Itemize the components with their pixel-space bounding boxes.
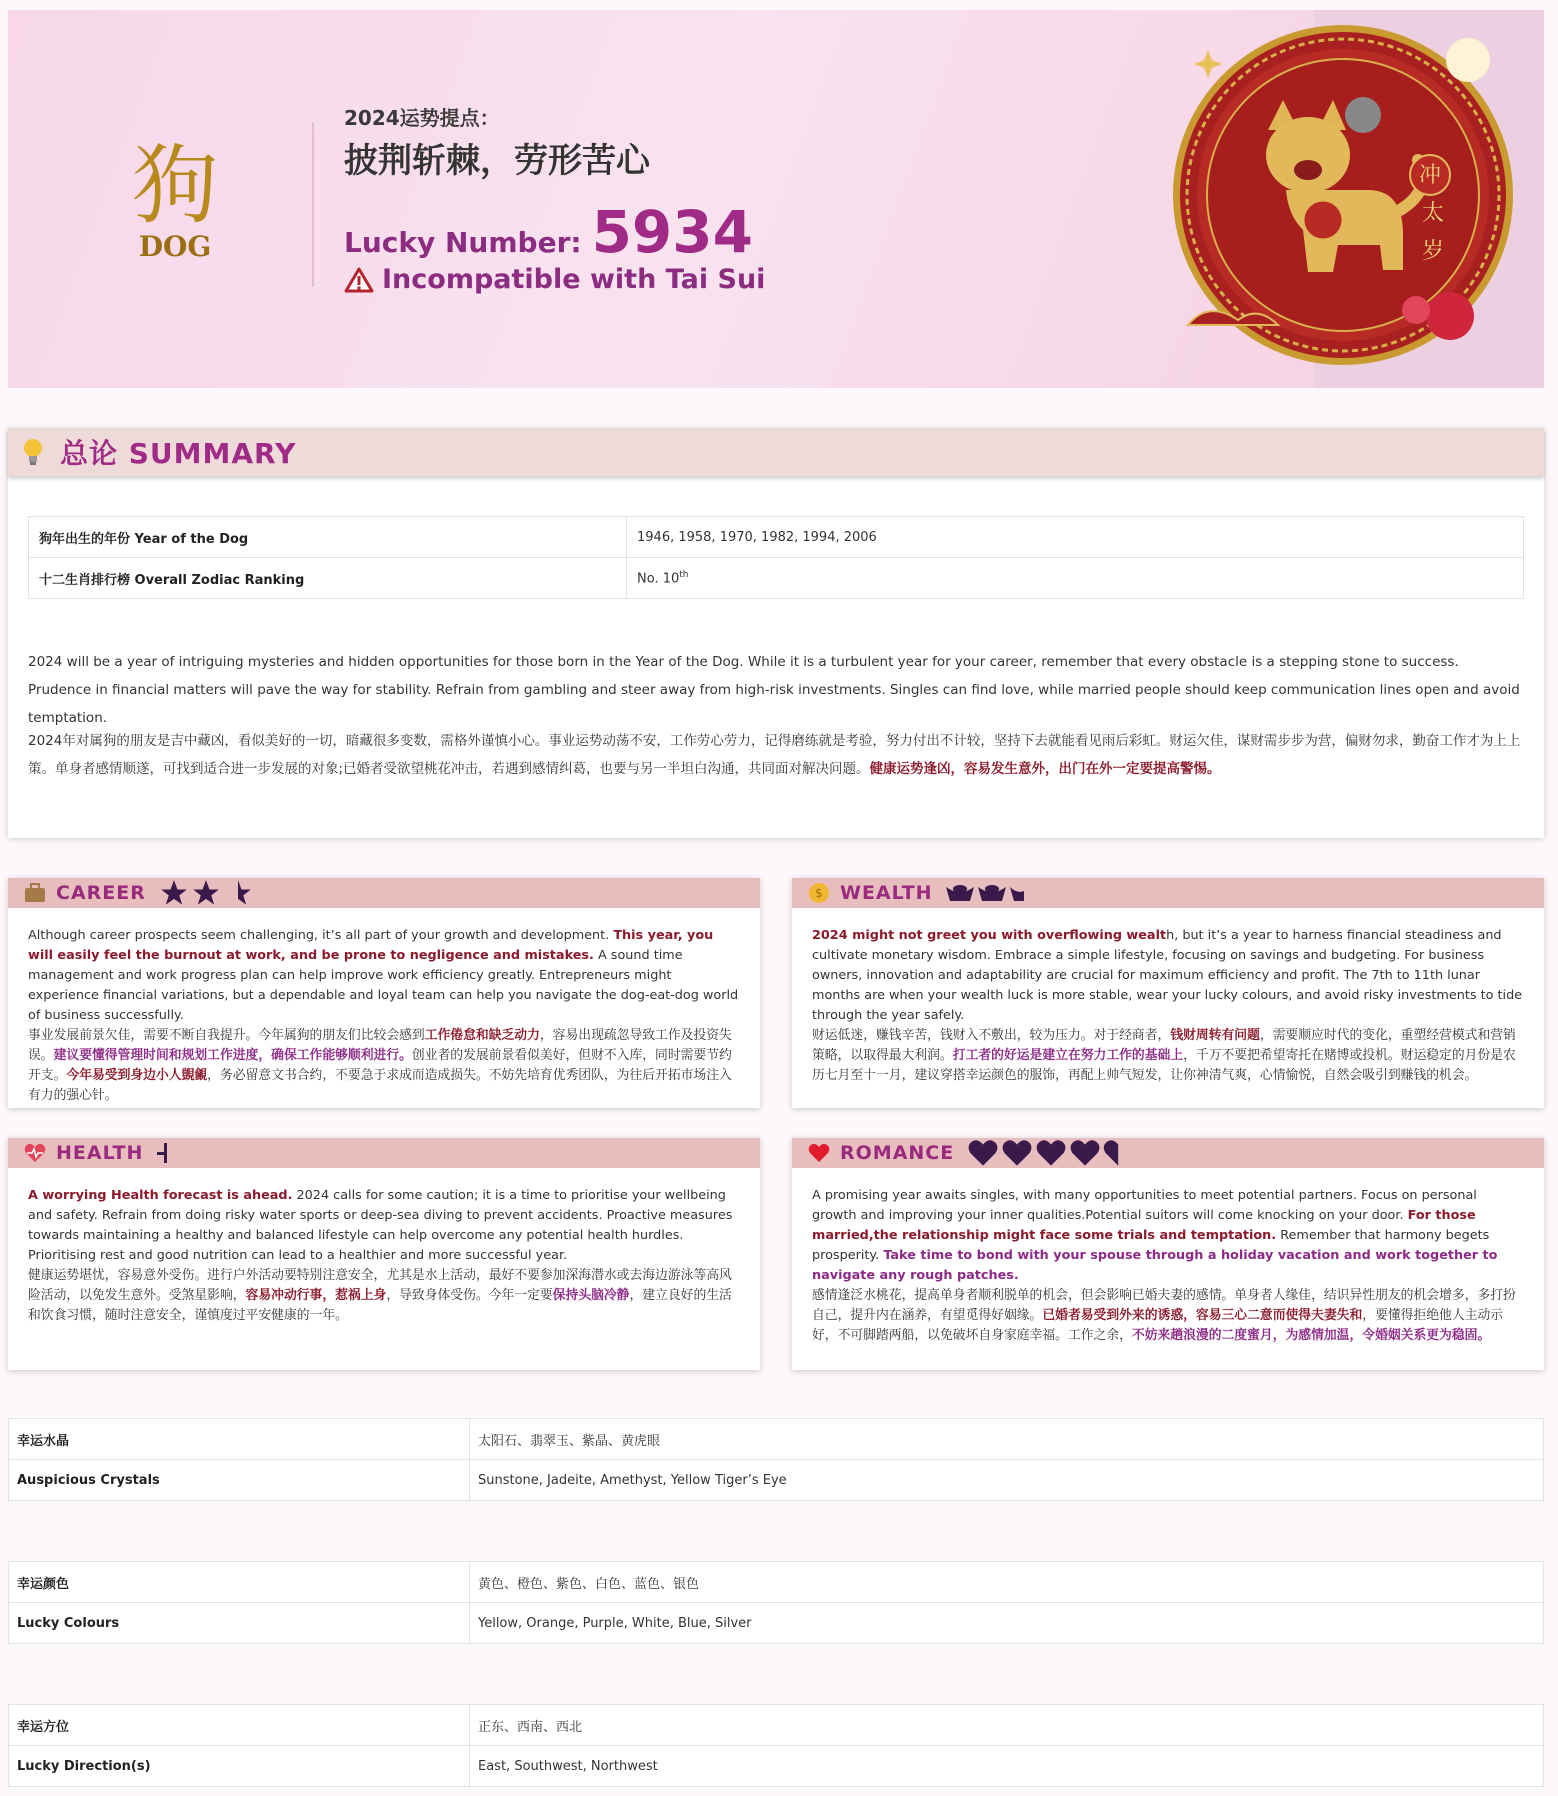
heart-icon (1000, 1139, 1034, 1167)
romance-header (792, 1138, 1544, 1168)
health-cn-text-3: ，建立良好的生活和饮食习惯，随时注意安全，谨慎度过平安健康的一年。 (28, 1288, 732, 1323)
summary-paragraph-cn (28, 727, 1524, 783)
romance-en-highlight-2: Take time to bond with your spouse through a holiday vacation and work together to navigate any rough patches. (812, 1248, 1498, 1283)
ranking-suffix: th (679, 569, 689, 580)
colours-label-cn: 幸运颜色 (9, 1562, 470, 1603)
health-rating (155, 1141, 169, 1165)
colours-value-cn: 黄色、橙色、紫色、白色、蓝色、银色 (470, 1562, 1544, 1603)
red-heart-icon (808, 1143, 830, 1163)
table-row (9, 1705, 1544, 1746)
health-en-highlight: A worrying Health forecast is ahead. (28, 1188, 293, 1203)
heart-icon (966, 1139, 1000, 1167)
directions-value-en: East, Southwest, Northwest (470, 1746, 1544, 1787)
heart-pulse-icon (24, 1143, 46, 1163)
half-heart-icon (1102, 1139, 1119, 1167)
summary-section (8, 428, 1544, 838)
wealth-en-highlight: 2024 might not greet you with overflowing wealt (812, 928, 1167, 943)
romance-cn-text-1: 感情逢泛水桃花，提高单身者顺利脱单的机会，但会影响已婚夫妻的感情。单身者人缘佳，结识异性朋友的机会增多，多打扮自己，提升内在涵养，有望觅得好姻缘。 (812, 1288, 1516, 1323)
romance-cn-text-2: ，要懂得拒绝他人主动示好，不可脚踏两船，以免破坏自身家庭幸福。工作之余， (812, 1308, 1504, 1343)
year-of-dog-label: 狗年出生的年份 Year of the Dog (29, 517, 627, 558)
star-icon (190, 879, 222, 907)
badge-char-3: 岁 (1421, 239, 1445, 264)
health-header (8, 1138, 760, 1168)
badge-char-1: 冲 (1418, 163, 1442, 188)
career-card (8, 878, 760, 1108)
crystals-label-en: Auspicious Crystals (9, 1460, 470, 1501)
wealth-card (792, 878, 1544, 1108)
lightbulb-icon (22, 437, 44, 467)
star-icon (158, 879, 190, 907)
directions-value-cn: 正东、西南、西北 (470, 1705, 1544, 1746)
wealth-body (792, 908, 1544, 1104)
hero-title: 披荆斩棘，劳形苦心 (344, 141, 650, 181)
crystals-label-cn: 幸运水晶 (9, 1419, 470, 1460)
dog-medallion-illustration (1168, 20, 1518, 370)
health-title: HEALTH (56, 1142, 144, 1164)
lucky-number-value: 5934 (591, 198, 754, 266)
zodiac-glyph (120, 138, 230, 263)
career-cn-highlight-1: 工作倦怠和缺乏动力 (424, 1028, 540, 1043)
summary-cn-text: 2024年对属狗的朋友是吉中藏凶，看似美好的一切，暗藏很多变数，需格外谨慎小心。事业运势动荡不安，工作劳心劳力，记得磨练就是考验，努力付出不计较，坚持下去就能看见雨后彩虹。财运欠佳，谋财需步步为营，偏财勿求，勤奋工作才为上上策。单身者感情顺遂，可找到适合进一步发展的对象;已婚者受欲望桃花冲击，若遇到感情纠葛，也要与另一半坦白沟通，共同面对解决问题。 (28, 733, 1521, 777)
wealth-cn-highlight-2: 打工者的好运是建立在努力工作的基础上 (952, 1048, 1184, 1063)
wealth-cn-text-3: ，千万不要把希望寄托在赌博或投机。财运稳定的月份是农历七月至十一月，建议穿搭幸运颜色的服饰，再配上帅气短发，让你神清气爽，心情愉悦，自然会吸引到赚钱的机会。 (812, 1048, 1516, 1083)
wealth-cn-text-1: 财运低迷，赚钱辛苦，钱财入不敷出，较为压力。对于经商者， (812, 1028, 1171, 1043)
table-row (9, 1460, 1544, 1501)
career-title: CAREER (56, 882, 146, 904)
zodiac-ranking-cell (627, 558, 1524, 599)
career-cn-text-3: 创业者的发展前景看似美好，但财不入库，同时需要节约开支。 (28, 1048, 732, 1083)
crystals-value-cn: 太阳石、翡翠玉、紫晶、黄虎眼 (470, 1419, 1544, 1460)
romance-rating (966, 1139, 1119, 1167)
romance-card (792, 1138, 1544, 1370)
wealth-en-text: h, but it’s a year to harness financial steadiness and cultivate monetary wisdom. Embrace a simple lifestyle, focusing on savings and budgeting. For business owners, innovation and adaptability are crucial for maximum efficiency and profit. The 7th to 11th lunar months are when your wealth luck is more stable, wear your lucky colours, and avoid risky investments to tide through the year safely. (812, 928, 1523, 1023)
table-row (9, 1603, 1544, 1644)
career-rating (158, 879, 254, 907)
summary-title: 总论 SUMMARY (60, 437, 297, 470)
directions-label-cn: 幸运方位 (9, 1705, 470, 1746)
wealth-header (792, 878, 1544, 908)
career-cn-highlight-3: 今年易受到身边小人覬覦 (66, 1068, 208, 1083)
year-of-dog-value: 1946, 1958, 1970, 1982, 1994, 2006 (627, 517, 1524, 558)
crystals-table (8, 1418, 1544, 1501)
zodiac-ranking-label: 十二生肖排行榜 Overall Zodiac Ranking (29, 558, 627, 599)
table-row (29, 517, 1524, 558)
table-row (9, 1562, 1544, 1603)
incompatible-label: Incompatible with Tai Sui (382, 264, 766, 295)
career-cn-text-2: ，容易出现疏忽导致工作及投资失误。 (28, 1028, 732, 1063)
incompatible-row (344, 264, 765, 295)
career-en-text-2: A sound time management and work progress plan can help improve work efficiency greatly. Entrepreneurs might experience financial variations, but a dependable and loyal team can help you navigate the dog-eat-dog world of business successfully. (28, 948, 739, 1023)
wealth-cn-text-2: ，需要顺应时代的变化，重塑经营模式和营销策略，以取得最大利润。 (812, 1028, 1516, 1063)
health-card (8, 1138, 760, 1370)
zodiac-word: DOG (138, 230, 212, 263)
career-body (8, 908, 760, 1124)
career-en-text-1: Although career prospects seem challenging, it’s all part of your growth and development. (28, 928, 614, 943)
romance-en-highlight-1: For those married,the relationship might face some trials and temptation. (812, 1208, 1476, 1243)
health-cn-text-1: 健康运势堪忧，容易意外受伤。进行户外活动要特别注意安全，尤其是水上活动，最好不要参加深海潜水或去海边游泳等高风险活动，以免发生意外。受煞星影响， (28, 1268, 732, 1303)
table-row (9, 1746, 1544, 1787)
half-gold-ingot-icon (1008, 883, 1024, 903)
crystals-value-en: Sunstone, Jadeite, Amethyst, Yellow Tiger’s Eye (470, 1460, 1544, 1501)
svg-text:$: $ (815, 886, 823, 900)
colours-value-en: Yellow, Orange, Purple, White, Blue, Silver (470, 1603, 1544, 1644)
half-star-icon (222, 879, 254, 907)
summary-paragraph-en: 2024 will be a year of intriguing mysteries and hidden opportunities for those born in the Year of the Dog. While it is a turbulent year for your career, remember that every obstacle is a stepping stone to success. Prudence in financial matters will pave the way for stability. Refrain from gambling and steer away from high-risk investments. Singles can find love, while married people should keep communication lines open and avoid temptation. (28, 654, 1520, 726)
gold-ingot-icon (944, 883, 976, 903)
wealth-rating (944, 883, 1024, 903)
directions-table (8, 1704, 1544, 1787)
career-cn-text-4: ，务必留意文书合约，不要急于求成而造成损失。不妨先培育优秀团队，为往后开拓市场注入有力的强心针。 (28, 1068, 732, 1103)
heart-icon (1068, 1139, 1102, 1167)
directions-label-en: Lucky Direction(s) (9, 1746, 470, 1787)
zodiac-character: 狗 (132, 136, 218, 236)
warning-icon (344, 267, 374, 293)
lucky-number-label: Lucky Number: (344, 226, 582, 259)
health-cn-text-2: ，导致身体受伤。今年一定要 (386, 1288, 553, 1303)
romance-title: ROMANCE (840, 1142, 955, 1164)
table-row (9, 1419, 1544, 1460)
colours-label-en: Lucky Colours (9, 1603, 470, 1644)
health-cn-highlight-1: 容易冲动行事，惹祸上身 (245, 1288, 387, 1303)
colours-table (8, 1561, 1544, 1644)
romance-en-text-1: A promising year awaits singles, with many opportunities to meet potential partners. Focus on personal growth and improving your inner qualities.Potential suitors will come knocking on your door. (812, 1188, 1477, 1223)
health-cn-highlight-2: 保持头脑冷静 (552, 1288, 630, 1303)
romance-cn-highlight-2: 不妨来趟浪漫的二度蜜月，为感情加温，令婚姻关系更为稳固。 (1131, 1328, 1491, 1343)
romance-en-text-2: Remember that harmony begets prosperity. (812, 1228, 1490, 1263)
hero-info (344, 102, 765, 295)
heart-icon (1034, 1139, 1068, 1167)
health-body (8, 1168, 760, 1344)
quarter-rating-icon (155, 1141, 169, 1165)
career-header (8, 878, 760, 908)
romance-body (792, 1168, 1544, 1364)
table-row (29, 558, 1524, 599)
gold-ingot-icon (976, 883, 1008, 903)
career-cn-highlight-2: 建议要懂得管理时间和规划工作进度，确保工作能够顺利进行。 (53, 1048, 412, 1063)
summary-info-table (28, 516, 1524, 599)
health-en-text: 2024 calls for some caution; it is a time to prioritise your wellbeing and safety. Refrain from doing risky water sports or deep-sea diving to prevent accidents. Proactive measures towards maintaining a healthy and balanced lifestyle can help overcome any potential health hurdles. Prioritising rest and good nutrition can lead to a healthier and more successful year. (28, 1188, 733, 1263)
lucky-number-row (344, 198, 765, 266)
summary-header (8, 428, 1544, 476)
summary-cn-highlight: 健康运势逢凶，容易发生意外，出门在外一定要提高警惕。 (869, 761, 1221, 777)
career-cn-text-1: 事业发展前景欠佳，需要不断自我提升。今年属狗的朋友们比较会感到 (28, 1028, 425, 1043)
zodiac-ranking-value: No. 10 (637, 571, 680, 587)
hero-subtitle: 2024运势提点： (344, 106, 500, 130)
badge-char-2: 太 (1421, 201, 1445, 226)
hero-divider (312, 122, 314, 287)
briefcase-icon (24, 883, 46, 903)
romance-cn-highlight-1: 已婚者易受到外来的诱惑，容易三心二意而使得夫妻失和 (1042, 1308, 1363, 1323)
coin-icon (808, 882, 830, 904)
wealth-cn-highlight-1: 钱财周转有问题 (1170, 1028, 1260, 1043)
wealth-title: WEALTH (840, 882, 933, 904)
career-en-highlight: This year, you will easily feel the burnout at work, and be prone to negligence and mistakes. (28, 928, 714, 963)
